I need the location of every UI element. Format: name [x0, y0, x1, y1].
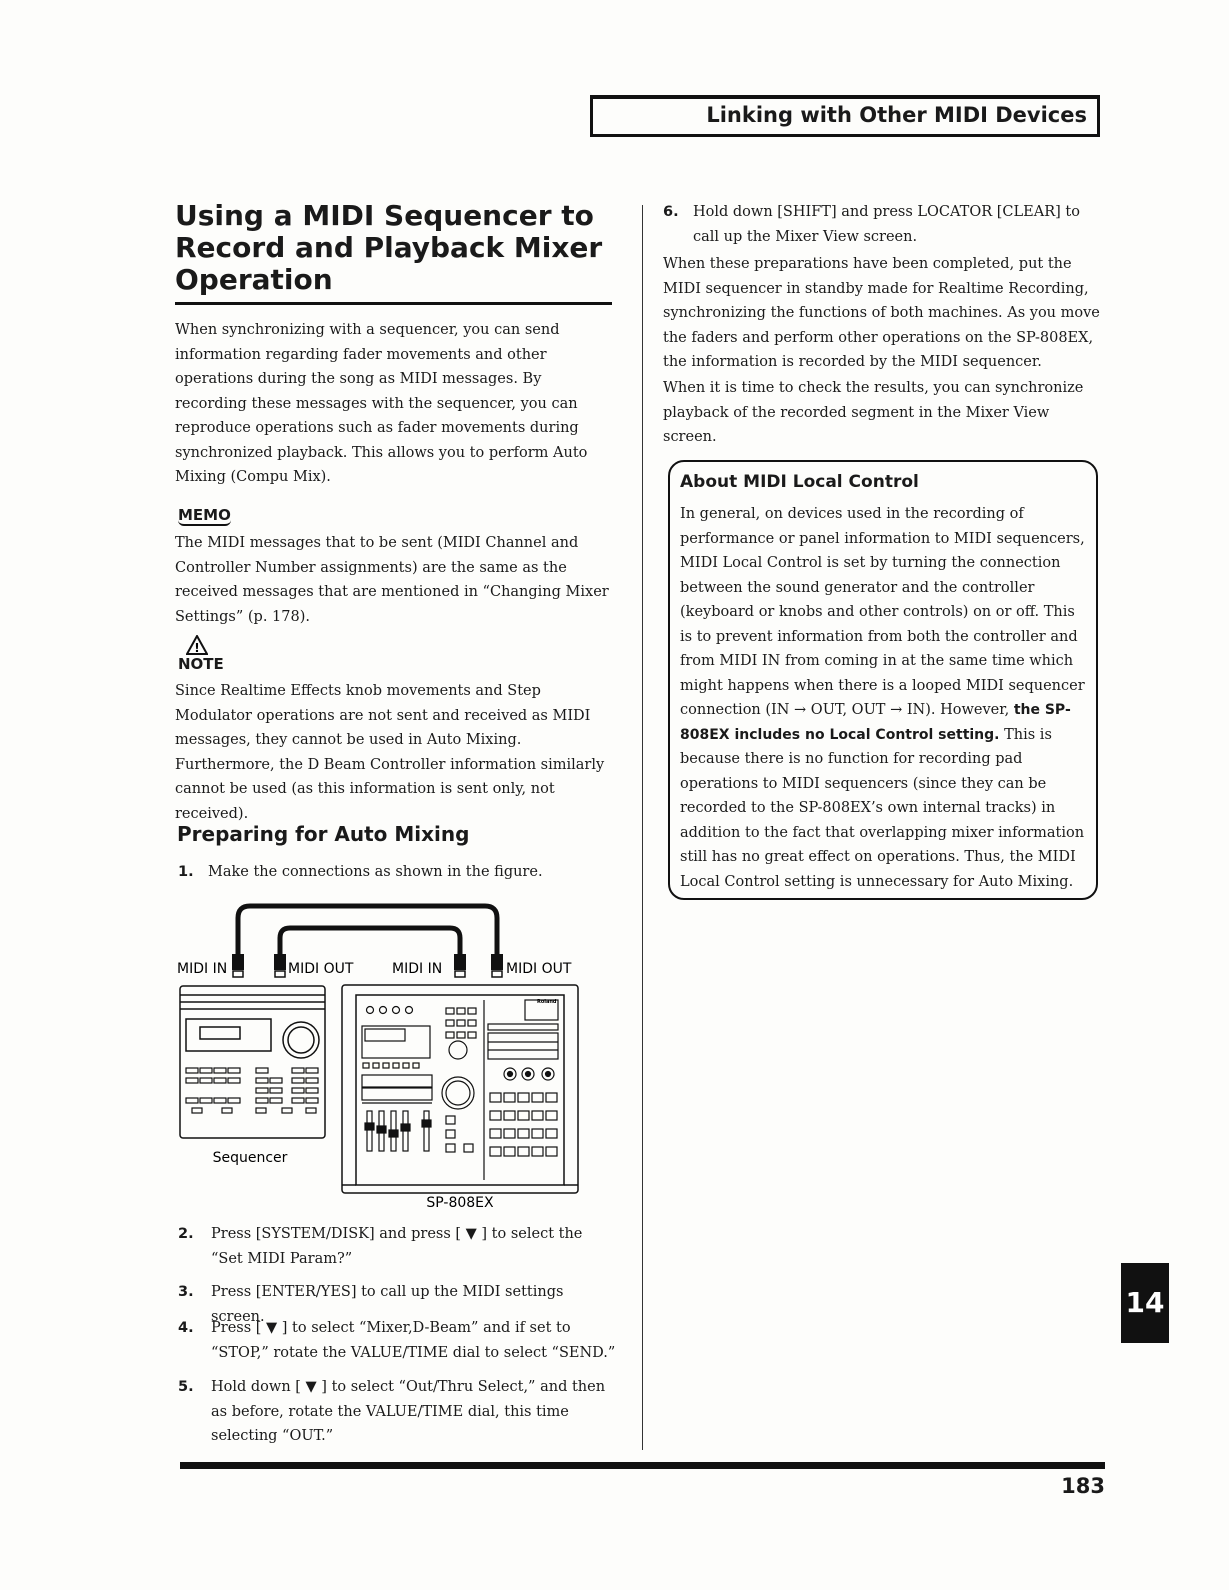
- step-text: Press [ENTER/YES] to call up the MIDI settings screen.: [211, 1284, 564, 1325]
- page-number: 183: [1061, 1474, 1105, 1498]
- step-text: Press [ ▼ ] to select “Mixer,D-Beam” and if set to “STOP,” rotate the VALUE/TIME dial to select “SEND.”: [211, 1320, 616, 1361]
- step-number: 3.: [178, 1284, 194, 1300]
- connection-figure: [170, 898, 590, 1213]
- device-label: SP-808EX: [426, 1195, 494, 1211]
- step-number: 5.: [178, 1379, 194, 1395]
- step-number: 6.: [663, 204, 679, 220]
- step-5: [178, 1375, 618, 1449]
- note-warning-icon: [186, 635, 208, 655]
- figure-label-midi-in-1: MIDI IN: [177, 961, 228, 977]
- memo-text: The MIDI messages that to be sent (MIDI Channel and Controller Number assignments) are the same as the received messages that are mentioned in “Changing Mixer Settings” (p. 178).: [175, 535, 609, 625]
- chapter-tab: 14: [1121, 1263, 1169, 1343]
- step-number: 4.: [178, 1320, 194, 1336]
- step-number: 1.: [178, 864, 194, 880]
- local-control-text: [680, 502, 1088, 894]
- step-1: [178, 860, 618, 885]
- step-4: [178, 1316, 618, 1365]
- step-text: Press [SYSTEM/DISK] and press [ ▼ ] to select the “Set MIDI Param?”: [211, 1226, 583, 1267]
- right-paragraph-2: When it is time to check the results, you can synchronize playback of the recorded segment in the Mixer View screen.: [663, 380, 1084, 445]
- local-control-text-1: In general, on devices used in the recording of performance or panel information to MIDI sequencers, MIDI Local Control is set by turning the connection between the sound generator and the controller (keyboard or knobs and other controls) on or off. This is to prevent information from both the controller and from MIDI IN from coming in at the same time which might happens when there is a looped MIDI sequencer connection (IN → OUT, OUT → IN). However,: [680, 506, 1085, 718]
- midi-cables: [238, 906, 497, 956]
- section-title-line-2: Record and Playback Mixer: [175, 231, 603, 264]
- section-title-line-1: Using a MIDI Sequencer to: [175, 199, 594, 232]
- section-title: [175, 200, 615, 296]
- step-text: Make the connections as shown in the figure.: [208, 864, 543, 880]
- title-rule: [175, 302, 612, 305]
- local-control-title: About MIDI Local Control: [680, 472, 919, 492]
- figure-label-midi-out-2: MIDI OUT: [506, 961, 572, 977]
- step-number: 2.: [178, 1226, 194, 1242]
- note-text: Since Realtime Effects knob movements and Step Modulator operations are not sent and received as MIDI messages, they cannot be used in Auto Mixing. Furthermore, the D Beam Controller information similarly cannot be used (as this information is sent only, not received).: [175, 683, 605, 822]
- local-control-box: [668, 460, 1098, 900]
- step-text: Hold down [SHIFT] and press LOCATOR [CLEAR] to call up the Mixer View screen.: [693, 204, 1080, 245]
- intro-paragraph: When synchronizing with a sequencer, you can send information regarding fader movements and other operations during the song as MIDI messages. By recording these messages with the sequencer, you can reproduce operations such as fader movements during synchronized playback. This allows you to perform Auto Mixing (Compu Mix).: [175, 322, 588, 485]
- section-title-line-3: Operation: [175, 263, 333, 296]
- right-paragraph-1: When these preparations have been completed, put the MIDI sequencer in standby made for Realtime Recording, synchronizing the functions of both machines. As you move the faders and perform other operations on the SP-808EX, the information is recorded by the MIDI sequencer.: [663, 256, 1100, 370]
- svg-text:!: !: [194, 641, 200, 655]
- note-icon: [178, 641, 224, 673]
- footer-rule: [180, 1462, 1105, 1469]
- running-header: [590, 95, 1100, 137]
- subsection-title: Preparing for Auto Mixing: [177, 822, 470, 846]
- step-6: [663, 200, 1103, 249]
- sequencer-illustration: [180, 986, 325, 1138]
- sequencer-label: Sequencer: [212, 1150, 288, 1166]
- figure-label-midi-in-2: MIDI IN: [392, 961, 443, 977]
- note-icon-label: NOTE: [178, 655, 224, 673]
- figure-label-midi-out-1: MIDI OUT: [288, 961, 354, 977]
- midi-plugs: [232, 954, 503, 970]
- local-control-text-2: This is because there is no function for recording pad operations to MIDI sequencers (since they can be recorded to the SP-808EX’s own internal tracks) in addition to the fact that overlapping mixer information still has no great effect on operations. Thus, the MIDI Local Control setting is unnecessary for Auto Mixing.: [680, 726, 1085, 890]
- running-header-title: Linking with Other MIDI Devices: [706, 103, 1087, 127]
- memo-icon: MEMO: [178, 506, 231, 524]
- device-brand-logo: Roland: [537, 999, 557, 1005]
- step-text: Hold down [ ▼ ] to select “Out/Thru Select,” and then as before, rotate the VALUE/TIME dial, this time selecting “OUT.”: [211, 1379, 606, 1444]
- local-control-emphasis: the SP-808EX includes no Local Control setting.: [680, 702, 1071, 743]
- column-divider: [642, 205, 643, 1450]
- sp808ex-illustration: [342, 985, 578, 1193]
- step-2: [178, 1222, 618, 1271]
